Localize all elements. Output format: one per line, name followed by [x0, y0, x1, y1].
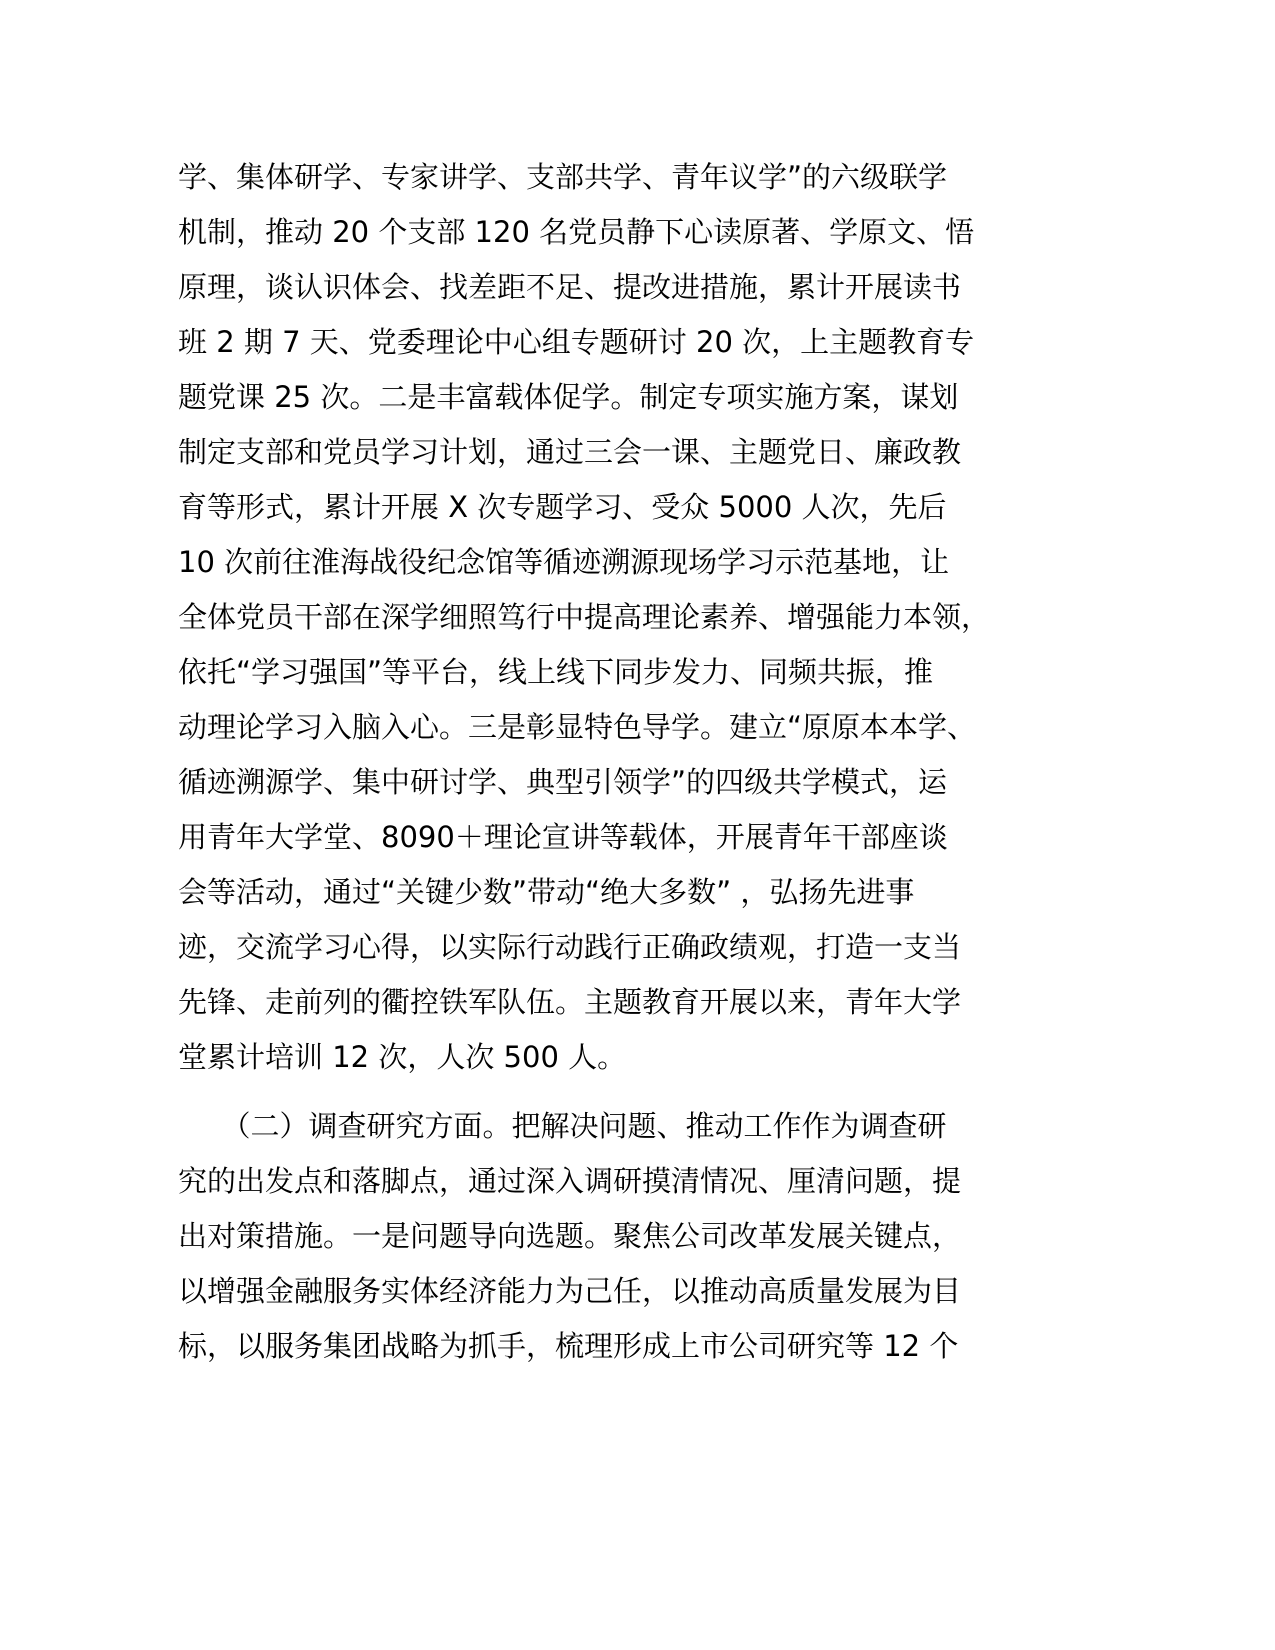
text-line: 迹，交流学习心得，以实际行动践行正确政绩观，打造一支当: [178, 930, 962, 964]
text-line: 会等活动，通过“关键少数”带动“绝大多数” ，弘扬先进事: [178, 875, 915, 909]
paragraph-spacer: [178, 1085, 1058, 1099]
text-line: 动理论学习入脑入心。三是彰显特色导学。建立“原原本本学、: [178, 710, 977, 744]
text-line: 以增强金融服务实体经济能力为己任，以推动高质量发展为目: [178, 1274, 962, 1308]
text-line: 标，以服务集团战略为抓手，梳理形成上市公司研究等 12 个: [178, 1329, 959, 1363]
text-line: 全体党员干部在深学细照笃行中提高理论素养、增强能力本领，: [178, 600, 991, 634]
text-line: 10 次前往淮海战役纪念馆等循迹溯源现场学习示范基地，让: [178, 545, 950, 579]
text-line: 先锋、走前列的衢控铁军队伍。主题教育开展以来，青年大学: [178, 985, 962, 1019]
text-line: 循迹溯源学、集中研讨学、典型引领学”的四级共学模式，运: [178, 765, 948, 799]
text-line: 究的出发点和落脚点，通过深入调研摸清情况、厘清问题，提: [178, 1164, 962, 1198]
text-line: 育等形式，累计开展 X 次专题学习、受众 5000 人次，先后: [178, 490, 947, 524]
text-line: （二）调查研究方面。把解决问题、推动工作作为调查研: [178, 1109, 947, 1143]
text-line: 制定支部和党员学习计划，通过三会一课、主题党日、廉政教: [178, 435, 962, 469]
text-line: 机制，推动 20 个支部 120 名党员静下心读原著、学原文、悟: [178, 215, 975, 249]
document-body: [178, 150, 1058, 1374]
text-line: 学、集体研学、专家讲学、支部共学、青年议学”的六级联学: [178, 160, 948, 194]
text-line: 依托“学习强国”等平台，线上线下同步发力、同频共振，推: [178, 655, 934, 689]
text-line: 出对策措施。一是问题导向选题。聚焦公司改革发展关键点，: [178, 1219, 962, 1253]
text-line: 原理，谈认识体会、找差距不足、提改进措施，累计开展读书: [178, 270, 962, 304]
text-line: 堂累计培训 12 次，人次 500 人。: [178, 1040, 627, 1074]
text-line: 用青年大学堂、8090＋理论宣讲等载体，开展青年干部座谈: [178, 820, 948, 854]
text-line: 题党课 25 次。二是丰富载体促学。制定专项实施方案，谋划: [178, 380, 959, 414]
text-line: 班 2 期 7 天、党委理论中心组专题研讨 20 次，上主题教育专: [178, 325, 975, 359]
